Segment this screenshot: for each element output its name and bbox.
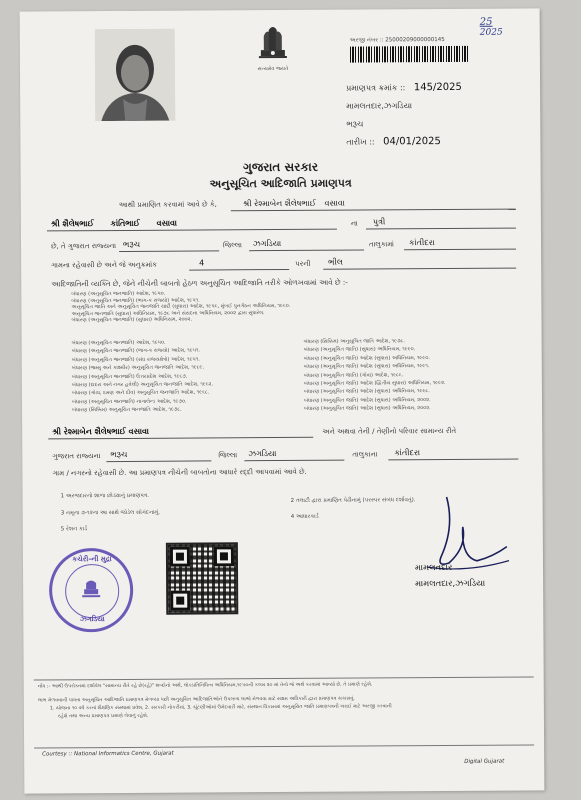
- line8-statement: ગામ / નગરનો રહેવાસી છે. આ પ્રમાણપત્ર નીચેની બાબતોના આધારે રદ્દી આપવામાં આવે છે.: [52, 467, 307, 478]
- notes: [38, 680, 530, 721]
- right-order-column: [304, 336, 529, 413]
- footer-divider: [34, 744, 534, 748]
- line3-taluka: ઝગડિયા: [253, 239, 282, 249]
- right-order-line: બંધારણ (અનુસૂચિત જાતિ) આદેશ (સુધારા) અધિનિયમ, ૨૦૦૨.: [303, 396, 431, 404]
- line3-village-rule: [404, 249, 516, 251]
- order-line: બંધારણ (અનુસૂચિત જનજાતિ) (ભાગ-ક રાજ્યો) આદેશ, ૧૯૫૧.: [71, 297, 200, 304]
- seal-emblem-icon: [78, 577, 104, 603]
- line3-taluka-label: તાલુકામાં: [369, 240, 395, 249]
- certificate-info: [346, 79, 462, 152]
- line3-district: ભરૂચ: [123, 239, 141, 249]
- order-lines: [71, 288, 531, 323]
- certificate-title: અનુસૂચિત આદિજાતિ પ્રમાણપત્ર: [209, 176, 352, 191]
- signatory-office: મામલતદાર,ઝગડિયા: [415, 578, 486, 590]
- line7-village-rule: [388, 459, 518, 461]
- digital-gujarat-text: Digital Gujarat: [464, 758, 505, 765]
- order-line: બંધારણ (અનુસૂચિત જનજાતિ) આદેશ, ૧૯૫૦.: [71, 290, 166, 298]
- emblem-caption: સત્યમેવ જયતે: [257, 65, 289, 73]
- document-3: 3 નમૂના ૭-૧૨ના આ સાથે જોડેલ સોગંદનામું.: [60, 509, 161, 517]
- relation-rule: [366, 228, 516, 230]
- line7-taluka-rule: [244, 460, 344, 462]
- document-4: 4 આધારકાર્ડ: [290, 513, 319, 520]
- line5-statement: આદિજાતિની વ્યક્તિ છે, જેને નીચેની બાબતો હેઠળ અનુસૂચિત આદિજાતિ તરીકે ઓળખવામાં આવે છે :-: [51, 277, 348, 289]
- father-name: [51, 219, 177, 230]
- father-surname: વસાવા: [156, 218, 178, 228]
- left-order-line: બંધારણ (અનુસૂચિત જનજાતિ) આદેશ, ૧૯૫૦.: [71, 339, 166, 347]
- right-order-line: બંધારણ (અનુસૂચિત જાતિ) આદેશ (દ્વિતીય સુધારા) અધિનિયમ, ૧૯૯૨.: [303, 380, 446, 387]
- lion-capital-icon: [256, 24, 290, 62]
- right-order-line: બંધારણ (અનુસૂચિત જાતિ) આદેશ (સુધારા) અધિનિયમ, ૨૦૦૨.: [304, 405, 431, 413]
- date-row: [346, 133, 462, 152]
- line4-serial-rule: [189, 269, 289, 271]
- right-order-line: બંધારણ (અનુસૂચિત જાતિ) (ગોવા) આદેશ, ૧૯૮૬.: [303, 371, 404, 379]
- line3-district-label: જિલ્લા: [223, 241, 242, 250]
- right-order-line: બંધારણ (સિક્કિમ) અનુસૂચિત જાતિ આદેશ, ૧૯૭૮.: [303, 338, 405, 345]
- line3-lead: છે, તે ગુજરાત રાજ્યના: [51, 242, 117, 251]
- applicant-surname: વસાવા: [324, 198, 345, 208]
- applicant-given-name: શ્રી રેશ્માબેન શૈલેષભાઈ: [242, 198, 316, 209]
- qr-code: [166, 542, 238, 614]
- line3-village: કાંતીદરા: [409, 238, 435, 248]
- relation-text: ના: [350, 219, 358, 228]
- left-order-line: બંધારણ (સિક્કિમ) અનુસૂચિત જનજાતિ આદેશ, ૧૯૭૮.: [72, 406, 182, 414]
- seal-top-text: કચેરી-ની મુદ્રા: [72, 555, 112, 564]
- line1-lead: આથી પ્રમાણિત કરવામાં આવે છે કે,: [118, 200, 217, 209]
- line6-rule: [48, 437, 313, 440]
- note-2: લાભ મેળવવાની પાત્રતા અનુસૂચિત આદિજાતિ પ્રમાણપત્ર મેળવ્યા પછી અનુસૂચિત આદિજાતિઓને ઉપલબ્ધ લાભો મેળવવા માટે સક્ષમ અધિકારી દ્વારા પ્રમાણપત્ર ચકાસવું.: [37, 696, 355, 704]
- document-5: 5 રેશન કાર્ડ: [60, 526, 88, 533]
- line4-tribe-rule: [323, 268, 516, 270]
- issuing-office: મામલતદાર,ઝગડિયા: [346, 101, 413, 111]
- left-order-line: બંધારણ (અનુસૂચિત જનજાતિ) (ભાગ-ક રાજ્યો) આદેશ, ૧૯૫૧.: [71, 347, 201, 355]
- note-1-text: આથી ઉપરોક્તમાં દર્શાવેલ "સામાન્ય રીતે રહે છે(રહે)" શબ્દોનો અર્થ, લોકપ્રતિનિધિત્વ અધિનિયમ,૧૯૫૦ની કલમ ૨૦ માં તેનો જે અર્થ કરવામાં આવ્યો છે, તે પ્રમાણે રહેશે.: [51, 682, 373, 690]
- office-seal: [49, 548, 134, 633]
- handwritten-line-1: 25: [479, 16, 493, 28]
- line7-district-rule: [106, 460, 211, 462]
- order-line: અનુસૂચિત જાતિ અને અનુસૂચિત જનજાતિ યાદી (સુધારા) આદેશ, ૧૯૫૬, મુંબઈ પુનર્ગઠન અધિનિયમ, ૧૯૬૦.: [71, 302, 291, 311]
- barcode: [350, 46, 470, 63]
- note-4: રહેશે તથા અન્ય પ્રમાણપત્ર પ્રમાણે લેવાનું રહેશે.: [57, 713, 149, 720]
- note-3: 1. યોજના ૧૦ વર્ષ કરતાં શૈક્ષણિક સંસ્થામાં પ્રવેશ, 2. સરકારી નોકરીમાં, 3. ચૂંટણીઓમાં ઉમેદવારી માટે, સંસ્થાન વિકાસમાં અનુસૂચિત જાતિ પ્રમાણપત્રની ખરાઈ માટે અરજી કરવાની: [49, 704, 392, 712]
- note-lead: નોંધ :-: [37, 684, 51, 690]
- relation-value: પુત્રી: [372, 217, 386, 227]
- certificate-number: 145/2025: [413, 81, 462, 94]
- tribe-name: ભીલ: [328, 257, 343, 267]
- father-middle-name: કાંતિભાઈ: [110, 218, 140, 229]
- line3-district-rule: [119, 250, 219, 252]
- document-1: 1 અરજદારનો શાળા છોડ્યાનું પ્રમાણપત્ર.: [60, 492, 149, 500]
- issue-date: 04/01/2025: [383, 136, 441, 148]
- line6-tail: અને અથવા તેની / તેણીનો પરિવાર સામાન્ય રીતે: [322, 426, 457, 436]
- issuing-district: ભરૂચ: [346, 119, 364, 129]
- courtesy-text: Courtesy :: National Informatics Centre, Gujarat: [42, 750, 174, 758]
- right-order-line: બંધારણ (અનુસૂચિત જાતિ) આદેશ (સુધારા) અધિનિયમ, ૧૯૯૮.: [303, 388, 430, 396]
- line7-district-label: જિલ્લા: [218, 451, 238, 460]
- certificate-page: [20, 8, 545, 793]
- applicant-photo: [95, 29, 176, 121]
- left-order-line: બંધારણ (અનુસૂચિત જનજાતિ) નાગાલેન્ડ આદેશ, ૧૯૭૦.: [71, 398, 187, 406]
- left-order-column: [72, 338, 297, 415]
- signatory-title: મામલતદાર: [414, 562, 453, 574]
- right-order-line: બંધારણ (અનુસૂચિત જાતિ) આદેશ (સુધારા) અધિનિયમ, ૧૯૯૧.: [303, 363, 430, 371]
- application-number: અરજી નંબર :: 25000209000000145: [349, 36, 445, 44]
- government-title: ગુજરાત સરકાર: [243, 159, 319, 175]
- date-label: તારીખ ::: [346, 137, 375, 147]
- order-line: અનુસૂચિત જનજાતિ (સુધારા) અધિનિયમ, ૧૯૭૬ અને સંસદના અધિનિયમ, ૨૦૦૨ દ્વારા સુધારેલ.: [71, 309, 265, 317]
- line7-lead: ગુજરાત રાજ્યના: [52, 452, 101, 461]
- line4-mid: પરની: [295, 259, 311, 268]
- handwritten-reference: [480, 17, 503, 39]
- note-1: [38, 680, 530, 691]
- line7-taluka-label: તાલુકાના: [352, 450, 378, 459]
- handwritten-line-2: 2025: [479, 27, 503, 38]
- line7-village: કાંતીદરા: [394, 448, 421, 458]
- left-order-line: બંધારણ (અનુસૂચિત જનજાતિ) ઉત્તરપ્રદેશ આદેશ, ૧૯૬૭.: [71, 373, 188, 380]
- state-emblem: [248, 24, 298, 73]
- left-order-line: બંધારણ (ગોવા, દમણ અને દીવ) અનુસૂચિત જનજાતિ આદેશ, ૧૯૬૮.: [71, 389, 210, 397]
- left-order-line: બંધારણ (જમ્મુ અને કાશ્મીર) અનુસૂચિત જનજાતિ આદેશ, ૧૯૮૯.: [71, 364, 205, 372]
- certificate-number-label: પ્રમાણપત્ર ક્રમાંક ::: [346, 83, 406, 93]
- order-line: બંધારણ (અનુસૂચિત જનજાતિ) (સુધારા) અધિનિયમ, ૨૦૦૨.: [71, 316, 193, 324]
- certificate-number-row: [346, 79, 462, 98]
- right-order-line: બંધારણ (અનુસૂચિત જાતિ) (સુધારા) અધિનિયમ, ૧૯૯૦.: [303, 346, 416, 354]
- document-2: 2 તલાટી દ્વારા પ્રમાણિત પેઢીનામું (પરસ્પર સંબંધ દર્શાવતું).: [290, 497, 416, 504]
- left-order-line: બંધારણ (અનુસૂચિત જનજાતિ) (સંઘ રાજ્યક્ષેત્રો) આદેશ, ૧૯૫૧.: [71, 356, 200, 364]
- line6-name: શ્રી રેશ્માબેન શૈલેષભાઈ વસાવા: [52, 426, 149, 437]
- line7-district: ભરૂચ: [110, 449, 128, 460]
- right-order-line: બંધારણ (અનુસૂચિત જાતિ) આદેશ (સુધારા) અધિનિયમ, ૧૯૯૦.: [303, 354, 430, 362]
- line7-taluka: ઝગડિયા: [248, 449, 277, 459]
- tribe-serial-number: 4: [199, 258, 205, 268]
- notes-divider: [34, 676, 534, 680]
- line3-taluka-rule: [249, 249, 364, 251]
- left-order-line: બંધારણ (દાદરા અને નગર હવેલી) અનુસૂચિત જનજાતિ આદેશ, ૧૯૬૨.: [71, 381, 214, 389]
- applicant-name: [243, 199, 345, 210]
- father-given-name: શ્રી શૈલેષભાઈ: [50, 219, 94, 229]
- seal-bottom-text: ઝગડિયા: [79, 615, 105, 624]
- line4-lead: ગામના રહેવાસી છે અને જે અનુક્રમાંક: [51, 260, 158, 270]
